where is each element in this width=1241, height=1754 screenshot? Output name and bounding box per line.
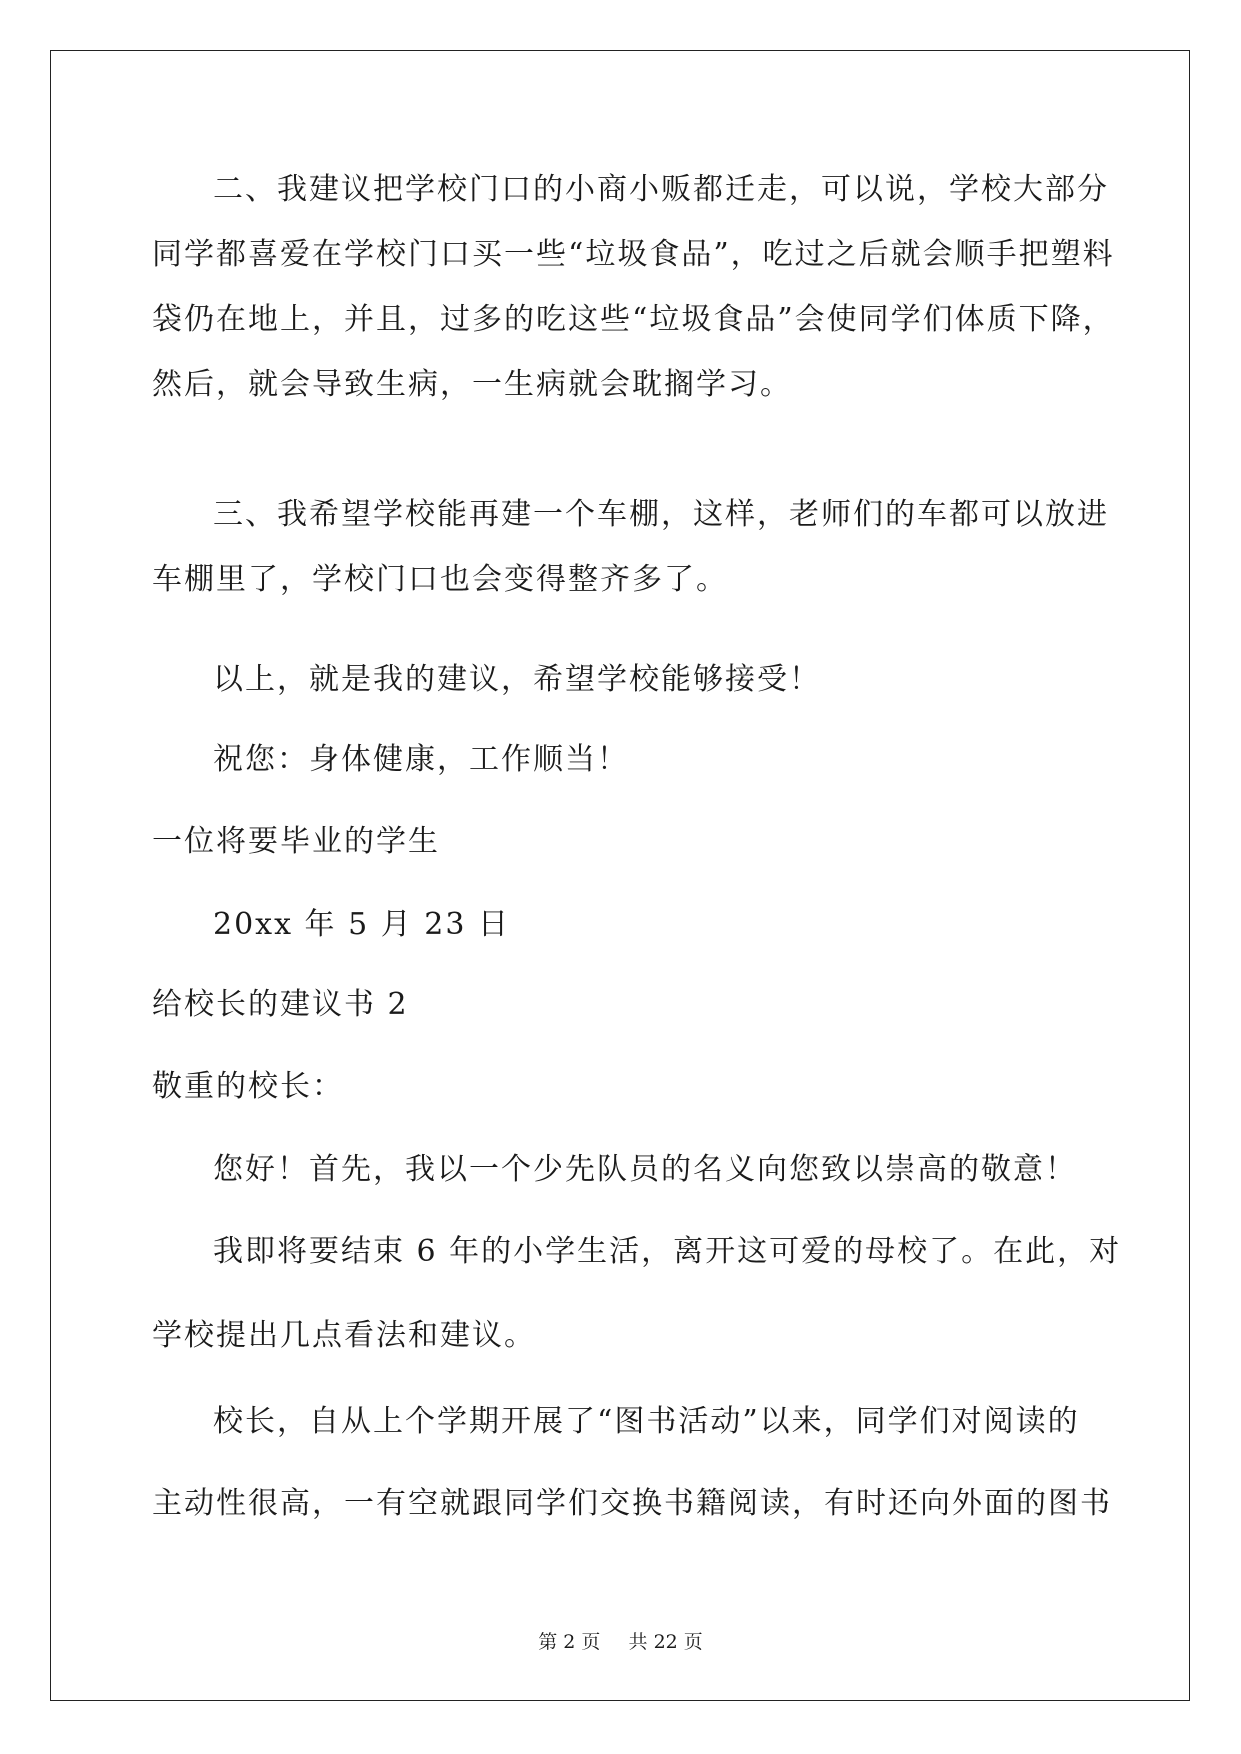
- page-footer: [0, 1630, 1241, 1654]
- total-pages: 共 22 页: [628, 1631, 703, 1653]
- signature-line: 一位将要毕业的学生: [152, 824, 440, 859]
- paragraph-line: 二、我建议把学校门口的小商小贩都迁走，可以说，学校大部分: [213, 172, 1109, 207]
- paragraph-line: 主动性很高，一有空就跟同学们交换书籍阅读，有时还向外面的图书: [152, 1486, 1112, 1521]
- paragraph-line: 校长，自从上个学期开展了“图书活动”以来，同学们对阅读的: [213, 1404, 1080, 1439]
- salutation: 敬重的校长：: [152, 1069, 344, 1104]
- paragraph-line: 以上，就是我的建议，希望学校能够接受！: [213, 662, 821, 697]
- page-number: 第 2 页: [538, 1631, 601, 1653]
- paragraph-line: 车棚里了，学校门口也会变得整齐多了。: [152, 562, 728, 597]
- paragraph-line: 祝您：身体健康，工作顺当！: [213, 742, 629, 777]
- paragraph-line: 袋仍在地上，并且，过多的吃这些“垃圾食品”会使同学们体质下降，: [152, 302, 1115, 337]
- date-line: 20xx 年 5 月 23 日: [213, 907, 510, 942]
- paragraph-line: 同学都喜爱在学校门口买一些“垃圾食品”，吃过之后就会顺手把塑料: [152, 237, 1115, 272]
- section-title: 给校长的建议书 2: [152, 987, 409, 1022]
- paragraph-line: 三、我希望学校能再建一个车棚，这样，老师们的车都可以放进: [213, 497, 1109, 532]
- paragraph-line: 您好！首先，我以一个少先队员的名义向您致以崇高的敬意！: [213, 1152, 1077, 1187]
- paragraph-line: 我即将要结束 6 年的小学生活，离开这可爱的母校了。在此，对: [213, 1234, 1122, 1269]
- paragraph-line: 然后，就会导致生病，一生病就会耽搁学习。: [152, 367, 792, 402]
- page-border: [50, 50, 1190, 1701]
- paragraph-line: 学校提出几点看法和建议。: [152, 1318, 536, 1353]
